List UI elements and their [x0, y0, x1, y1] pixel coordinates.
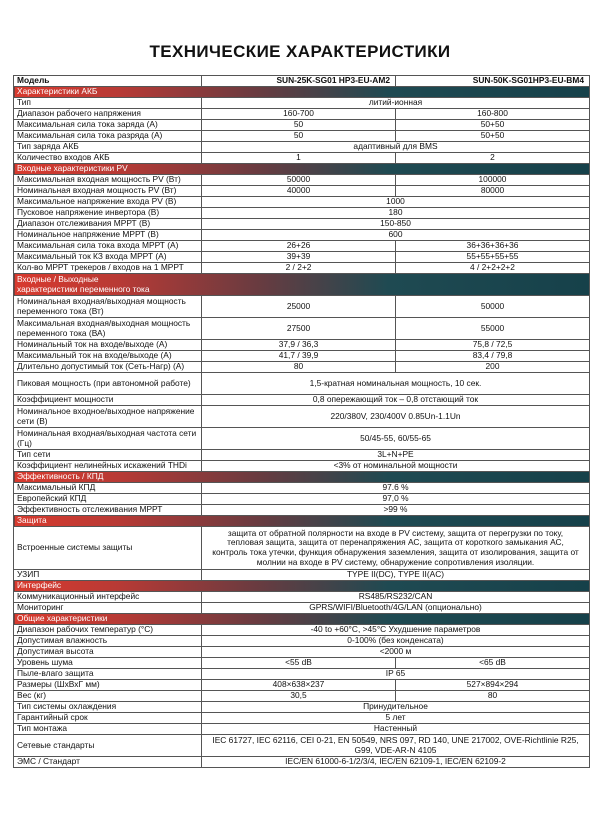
- param-value-shared: защита от обратной полярности на входе в PV систему, защита от перегрузки по току, тепловая защита, защита от перенапряжения АС, защита от короткого замыкания АС, контроль тока утечки, функция обнаружения заземления, защита от изолирования, защита от молнии на входе в PV систему, обнаружение сопротивления изоляции.: [202, 527, 590, 570]
- param-name: Тип сети: [14, 450, 202, 461]
- param-name: Вес (кг): [14, 691, 202, 702]
- table-row: [14, 702, 590, 713]
- param-value-shared: 97.6 %: [202, 483, 590, 494]
- table-row: [14, 142, 590, 153]
- param-value-shared: 0-100% (без конденсата): [202, 636, 590, 647]
- param-name: Номинальная входная мощность PV (Вт): [14, 186, 202, 197]
- table-row: [14, 505, 590, 516]
- param-value-model-1: 50: [202, 131, 396, 142]
- param-name: Пиковая мощность (при автономной работе): [14, 373, 202, 395]
- param-value-model-1: 50000: [202, 175, 396, 186]
- table-row: [14, 98, 590, 109]
- section-title: Интерфейс: [14, 581, 590, 592]
- param-name: Гарантийный срок: [14, 713, 202, 724]
- param-value-shared: >99 %: [202, 505, 590, 516]
- param-value-model-1: 80: [202, 362, 396, 373]
- param-name: Уровень шума: [14, 658, 202, 669]
- param-name: Тип заряда АКБ: [14, 142, 202, 153]
- table-row: [14, 197, 590, 208]
- table-row: [14, 592, 590, 603]
- table-row: [14, 131, 590, 142]
- section-title: Эффективность / КПД: [14, 472, 590, 483]
- param-value-model-2: <65 dB: [396, 658, 590, 669]
- param-value-model-1: 30,5: [202, 691, 396, 702]
- param-name: Максимальная сила тока заряда (А): [14, 120, 202, 131]
- param-value-shared: 1,5-кратная номинальная мощность, 10 сек.: [202, 373, 590, 395]
- param-value-model-2: 4 / 2+2+2+2: [396, 263, 590, 274]
- table-row: [14, 603, 590, 614]
- table-row: [14, 691, 590, 702]
- param-value-model-1: 1: [202, 153, 396, 164]
- param-value-shared: литий-ионная: [202, 98, 590, 109]
- param-name: Номинальное напряжение МРРТ (В): [14, 230, 202, 241]
- table-row: [14, 175, 590, 186]
- param-name: Номинальное входное/выходное напряжение сети (В): [14, 406, 202, 428]
- param-value-model-1: 50: [202, 120, 396, 131]
- param-value-model-1: 27500: [202, 318, 396, 340]
- section-title: Общие характеристики: [14, 614, 590, 625]
- table-row: [14, 680, 590, 691]
- param-value-model-2: 55000: [396, 318, 590, 340]
- param-value-shared: Настенный: [202, 724, 590, 735]
- section-header-row: [14, 472, 590, 483]
- param-value-model-2: 75,8 / 72,5: [396, 340, 590, 351]
- param-name: ЭМС / Стандарт: [14, 757, 202, 768]
- table-row: [14, 252, 590, 263]
- param-name: Допустимая высота: [14, 647, 202, 658]
- param-value-model-2: 160-800: [396, 109, 590, 120]
- param-value-shared: 50/45-55, 60/55-65: [202, 428, 590, 450]
- param-value-model-2: 50+50: [396, 131, 590, 142]
- param-name: Диапазон рабочих температур (°С): [14, 625, 202, 636]
- param-name: Встроенные системы защиты: [14, 527, 202, 570]
- param-name: Максимальная входная/выходная мощность переменного тока (ВА): [14, 318, 202, 340]
- model-1-name: SUN-25K-SG01 HP3-EU-AM2: [202, 76, 396, 87]
- param-name: Пусковое напряжение инвертора (В): [14, 208, 202, 219]
- param-value-model-2: 2: [396, 153, 590, 164]
- param-value-shared: <2000 м: [202, 647, 590, 658]
- param-value-shared: 97,0 %: [202, 494, 590, 505]
- param-name: Допустимая влажность: [14, 636, 202, 647]
- table-row: [14, 724, 590, 735]
- param-value-model-2: 55+55+55+55: [396, 252, 590, 263]
- param-name: Пыле-влаго защита: [14, 669, 202, 680]
- param-name: Номинальная входная/выходная частота сети (Гц): [14, 428, 202, 450]
- param-name: Диапазон рабочего напряжения: [14, 109, 202, 120]
- param-name: Диапазон отслеживания МРРТ (В): [14, 219, 202, 230]
- param-value-shared: TYPE II(DC), TYPE II(AC): [202, 570, 590, 581]
- table-row: [14, 461, 590, 472]
- param-name: Длительно допустимый ток (Сеть-Нагр) (А): [14, 362, 202, 373]
- section-header-row: [14, 87, 590, 98]
- table-row: [14, 428, 590, 450]
- param-value-shared: <3% от номинальной мощности: [202, 461, 590, 472]
- param-name: Номинальная входная/выходная мощность переменного тока (Вт): [14, 296, 202, 318]
- table-row: [14, 735, 590, 757]
- param-value-model-1: 40000: [202, 186, 396, 197]
- param-value-shared: RS485/RS232/CAN: [202, 592, 590, 603]
- param-value-shared: IEC/EN 61000-6-1/2/3/4, IEC/EN 62109-1, IEC/EN 62109-2: [202, 757, 590, 768]
- param-name: Количество входов АКБ: [14, 153, 202, 164]
- param-name: Эффективность отслеживания МРРТ: [14, 505, 202, 516]
- param-name: Номинальный ток на входе/выходе (А): [14, 340, 202, 351]
- section-title: Входные характеристики PV: [14, 164, 590, 175]
- param-value-shared: 150-850: [202, 219, 590, 230]
- table-row: [14, 340, 590, 351]
- table-row: [14, 263, 590, 274]
- param-value-model-2: 100000: [396, 175, 590, 186]
- section-header-row: [14, 614, 590, 625]
- section-header-row: [14, 516, 590, 527]
- param-value-model-2: 80000: [396, 186, 590, 197]
- table-row: [14, 757, 590, 768]
- table-row: [14, 186, 590, 197]
- table-row: [14, 120, 590, 131]
- param-name: Тип монтажа: [14, 724, 202, 735]
- param-name: Сетевые стандарты: [14, 735, 202, 757]
- table-row: [14, 483, 590, 494]
- param-value-model-2: 50000: [396, 296, 590, 318]
- param-name: Тип системы охлаждения: [14, 702, 202, 713]
- page-title: ТЕХНИЧЕСКИЕ ХАРАКТЕРИСТИКИ: [149, 42, 451, 61]
- param-name: Максимальная входная мощность PV (Вт): [14, 175, 202, 186]
- param-value-model-1: 408×638×237: [202, 680, 396, 691]
- param-name: Максимальная сила тока разряда (А): [14, 131, 202, 142]
- param-value-model-2: 527×894×294: [396, 680, 590, 691]
- table-row: [14, 647, 590, 658]
- param-value-shared: IP 65: [202, 669, 590, 680]
- section-title: Входные / Выходные характеристики переменного тока: [14, 274, 590, 296]
- table-row: [14, 570, 590, 581]
- param-name: Мониторинг: [14, 603, 202, 614]
- param-value-shared: GPRS/WIFI/Bluetooth/4G/LAN (опционально): [202, 603, 590, 614]
- table-row: [14, 230, 590, 241]
- param-value-model-1: 160-700: [202, 109, 396, 120]
- param-value-shared: Принудительное: [202, 702, 590, 713]
- param-value-shared: 220/380V, 230/400V 0.85Un-1.1Un: [202, 406, 590, 428]
- param-value-model-2: 200: [396, 362, 590, 373]
- section-title: Защита: [14, 516, 590, 527]
- param-name: Кол-во МРРТ трекеров / входов на 1 МРРТ: [14, 263, 202, 274]
- param-value-shared: 3L+N+PE: [202, 450, 590, 461]
- param-value-model-1: 25000: [202, 296, 396, 318]
- param-value-model-1: 37,9 / 36,3: [202, 340, 396, 351]
- param-value-model-1: 39+39: [202, 252, 396, 263]
- param-name: УЗИП: [14, 570, 202, 581]
- table-row: [14, 658, 590, 669]
- param-value-model-1: 41,7 / 39,9: [202, 351, 396, 362]
- table-row: [14, 109, 590, 120]
- param-name: Тип: [14, 98, 202, 109]
- param-name: Максимальная сила тока входа МРРТ (А): [14, 241, 202, 252]
- table-row: [14, 636, 590, 647]
- spec-table: [13, 75, 590, 768]
- param-value-shared: 600: [202, 230, 590, 241]
- table-row: [14, 494, 590, 505]
- param-value-model-1: <55 dB: [202, 658, 396, 669]
- param-value-shared: адаптивный для BMS: [202, 142, 590, 153]
- table-row: [14, 527, 590, 570]
- table-row: [14, 318, 590, 340]
- table-row: [14, 351, 590, 362]
- param-name: Размеры (ШхВхГ мм): [14, 680, 202, 691]
- section-header-row: [14, 581, 590, 592]
- param-value-model-2: 83,4 / 79,8: [396, 351, 590, 362]
- table-row: [14, 625, 590, 636]
- param-name: Коэффициент мощности: [14, 395, 202, 406]
- model-2-name: SUN-50K-SG01HP3-EU-BM4: [396, 76, 590, 87]
- param-value-shared: 5 лет: [202, 713, 590, 724]
- table-header-row: [14, 76, 590, 87]
- param-value-model-2: 80: [396, 691, 590, 702]
- table-row: [14, 713, 590, 724]
- param-value-model-1: 2 / 2+2: [202, 263, 396, 274]
- table-row: [14, 241, 590, 252]
- section-header-row: [14, 274, 590, 296]
- param-value-shared: 1000: [202, 197, 590, 208]
- param-value-model-2: 50+50: [396, 120, 590, 131]
- param-name: Максимальное напряжение входа PV (В): [14, 197, 202, 208]
- table-row: [14, 373, 590, 395]
- param-name: Европейский КПД: [14, 494, 202, 505]
- param-value-shared: -40 to +60°C, >45°C Ухудшение параметров: [202, 625, 590, 636]
- param-value-shared: 0,8 опережающий ток – 0,8 отстающий ток: [202, 395, 590, 406]
- model-label: Модель: [14, 76, 202, 87]
- param-value-model-1: 26+26: [202, 241, 396, 252]
- table-row: [14, 395, 590, 406]
- param-name: Максимальный ток КЗ входа МРРТ (А): [14, 252, 202, 263]
- param-name: Коммуникационный интерфейс: [14, 592, 202, 603]
- param-value-model-2: 36+36+36+36: [396, 241, 590, 252]
- section-header-row: [14, 164, 590, 175]
- param-name: Максимальный КПД: [14, 483, 202, 494]
- param-name: Коэффициент нелинейных искажений THDi: [14, 461, 202, 472]
- table-row: [14, 296, 590, 318]
- table-row: [14, 450, 590, 461]
- section-title: Характеристики АКБ: [14, 87, 590, 98]
- param-value-shared: 180: [202, 208, 590, 219]
- table-row: [14, 208, 590, 219]
- param-name: Максимальный ток на входе/выходе (А): [14, 351, 202, 362]
- table-row: [14, 362, 590, 373]
- table-row: [14, 406, 590, 428]
- param-value-shared: IEC 61727, IEC 62116, CEI 0-21, EN 50549, NRS 097, RD 140, UNE 217002, OVE-Richtlinie R25, G99, VDE-AR-N 4105: [202, 735, 590, 757]
- table-row: [14, 153, 590, 164]
- table-row: [14, 219, 590, 230]
- table-row: [14, 669, 590, 680]
